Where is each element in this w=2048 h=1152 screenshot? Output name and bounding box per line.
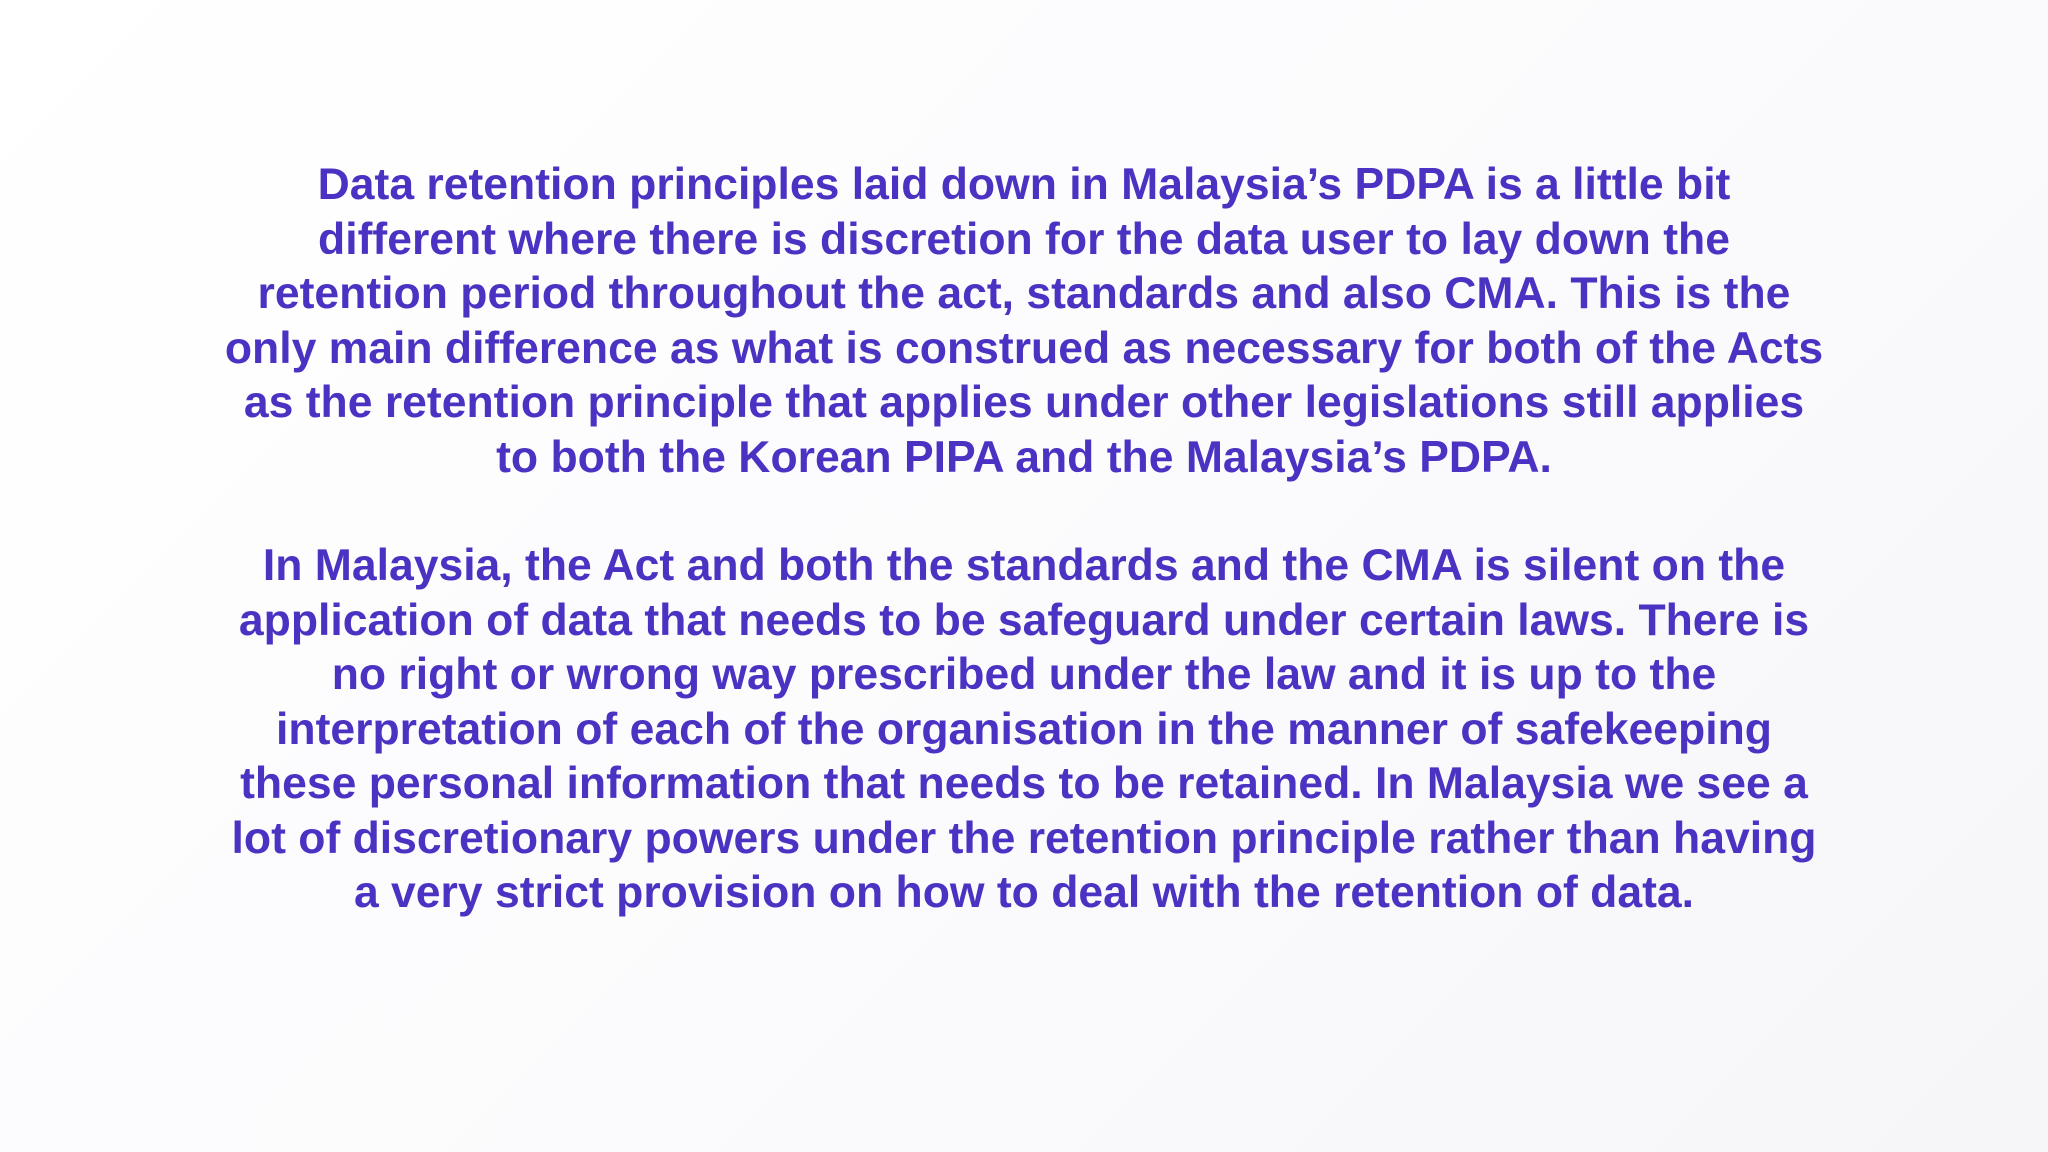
text-line: interpretation of each of the organisation in the manner of safekeeping bbox=[276, 704, 1772, 754]
text-line: In Malaysia, the Act and both the standards and the CMA is silent on the bbox=[262, 541, 1786, 590]
text-line: to both the Korean PIPA and the Malaysia’s PDPA. bbox=[496, 432, 1552, 482]
text-line: application of data that needs to be safeguard under certain laws. There is bbox=[238, 595, 1810, 645]
text-line: a very strict provision on how to deal with the retention of data. bbox=[353, 868, 1695, 917]
text-line: lot of discretionary powers under the retention principle rather than having bbox=[231, 813, 1817, 863]
slide-text-block bbox=[200, 158, 1848, 921]
text-line: these personal information that needs to be retained. In Malaysia we see a bbox=[240, 759, 1808, 808]
text-line: as the retention principle that applies under other legislations still applies bbox=[243, 378, 1805, 427]
text-line: Data retention principles laid down in Malaysia’s PDPA is a little bit bbox=[317, 160, 1731, 209]
text-line: only main difference as what is construed as necessary for both of the Acts bbox=[224, 323, 1824, 373]
paragraph-malaysia-discretion bbox=[200, 539, 1848, 921]
text-line: different where there is discretion for the data user to lay down the bbox=[318, 214, 1730, 264]
text-line: no right or wrong way prescribed under the law and it is up to the bbox=[331, 650, 1717, 699]
text-line: retention period throughout the act, standards and also CMA. This is the bbox=[257, 269, 1791, 318]
paragraph-data-retention bbox=[200, 158, 1848, 485]
